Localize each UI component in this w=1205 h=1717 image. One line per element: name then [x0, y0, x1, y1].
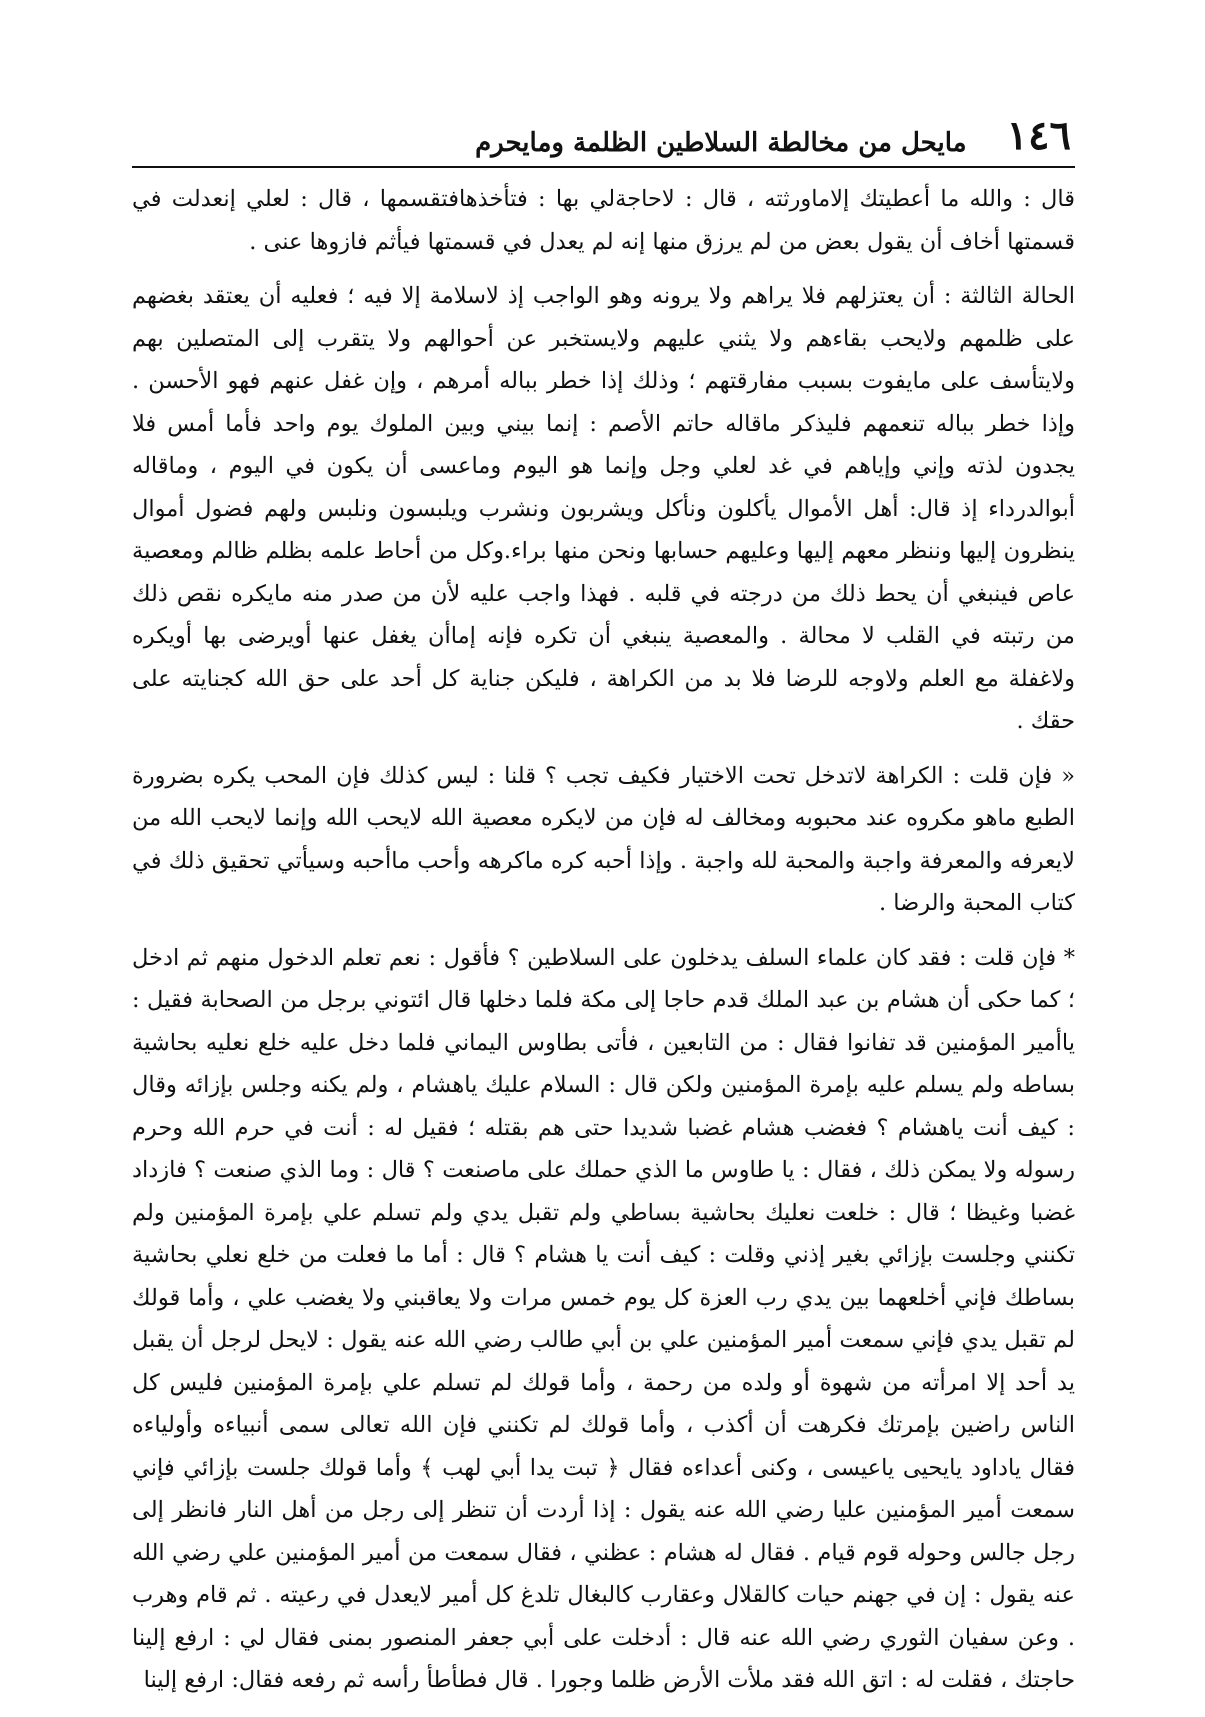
- paragraph: قال : والله ما أعطيتك إلاماورثته ، قال : لاحاجةلي بها : فتأخذهافتقسمها ، قال : لعلي إنعدلت في قسمتها أخاف أن يقول بعض من لم يرزق منها إنه لم يعدل في قسمتها فيأثم فازوها عنى .: [132, 186, 1075, 255]
- running-title: مايحل من مخالطة السلاطين الظلمة ومايحرم: [475, 128, 967, 158]
- paragraph: * فإن قلت : فقد كان علماء السلف يدخلون على السلاطين ؟ فأقول : نعم تعلم الدخول منهم ثم ادخل ؛ كما حكى أن هشام بن عبد الملك قدم حاجا إلى مكة فلما دخلها قال ائتوني برجل من الصحابة فقيل : ياأمير المؤمنين قد تفانوا فقال : من التابعين ، فأتى بطاوس اليماني فلما دخل عليه خلع نعليه بحاشية بساطه ولم يسلم عليه بإمرة المؤمنين ولكن قال : السلام عليك ياهشام ، ولم يكنه وجلس بإزائه وقال : كيف أنت ياهشام ؟ فغضب هشام غضبا شديدا حتى هم بقتله ؛ فقيل له : أنت في حرم الله وحرم رسوله ولا يمكن ذلك ، فقال : يا طاوس ما الذي حملك على ماصنعت ؟ قال : وما الذي صنعت ؟ فازداد غضبا وغيظا ؛ قال : خلعت نعليك بحاشية بساطي ولم تقبل يدي ولم تسلم علي بإمرة المؤمنين ولم تكنني وجلست بإزائي بغير إذني وقلت : كيف أنت يا هشام ؟ قال : أما ما فعلت من خلع نعلي بحاشية بساطك فإني أخلعهما بين يدي رب العزة كل يوم خمس مرات ولا يعاقبني ولا يغضب علي ، وأما قولك لم تقبل يدي فإني سمعت أمير المؤمنين علي بن أبي طالب رضي الله عنه يقول : لايحل لرجل أن يقبل يد أحد إلا امرأته من شهوة أو ولده من رحمة ، وأما قولك لم تسلم علي بإمرة المؤمنين فليس كل الناس راضين بإمرتك فكرهت أن أكذب ، وأما قولك لم تكنني فإن الله تعالى سمى أنبياءه وأولياءه فقال ياداود يايحيى ياعيسى ، وكنى أعداءه فقال ﴿ تبت يدا أبي لهب ﴾ وأما قولك جلست بإزائي فإني سمعت أمير المؤمنين عليا رضي الله عنه يقول : إذا أردت أن تنظر إلى رجل من أهل النار فانظر إلى رجل جالس وحوله قوم قيام . فقال له هشام : عظني ، فقال سمعت من أمير المؤمنين علي رضي الله عنه يقول : إن في جهنم حيات كالقلال وعقارب كالبغال تلدغ كل أمير لايعدل في رعيته . ثم قام وهرب . وعن سفيان الثوري رضي الله عنه قال : أدخلت على أبي جعفر المنصور بمنى فقال لي : ارفع إلينا حاجتك ، فقلت له : اتق الله فقد ملأت الأرض ظلما وجورا . قال فطأطأ رأسه ثم رفعه فقال: ارفع إلينا: [132, 944, 1075, 1693]
- page-body: [132, 178, 1075, 1702]
- page-header: [132, 98, 1075, 168]
- paragraph: الحالة الثالثة : أن يعتزلهم فلا يراهم ولا يرونه وهو الواجب إذ لاسلامة إلا فيه ؛ فعليه أن يعتقد بغضهم على ظلمهم ولايحب بقاءهم ولا يثني عليهم ولايستخبر عن أحوالهم ولا يتقرب إلى المتصلين بهم ولايتأسف على مايفوت بسبب مفارقتهم ؛ وذلك إذا خطر بباله أمرهم ، وإن غفل عنهم فهو الأحسن . وإذا خطر بباله تنعمهم فليذكر ماقاله حاتم الأصم : إنما بيني وبين الملوك يوم واحد فأما أمس فلا يجدون لذته وإني وإياهم في غد لعلي وجل وإنما هو اليوم وماعسى أن يكون في اليوم ، وماقاله أبوالدرداء إذ قال: أهل الأموال يأكلون ونأكل ويشربون ونشرب ويلبسون ونلبس ولهم فضول أموال ينظرون إليها وننظر معهم إليها وعليهم حسابها ونحن منها براء.وكل من أحاط علمه بظلم ظالم ومعصية عاص فينبغي أن يحط ذلك من درجته في قلبه . فهذا واجب عليه لأن من صدر منه مايكره نقص ذلك من رتبته في القلب لا محالة . والمعصية ينبغي أن تكره فإنه إماأن يغفل عنها أويرضى بها أويكره ولاغفلة مع العلم ولاوجه للرضا فلا بد من الكراهة ، فليكن جناية كل أحد على حق الله كجنايته على حقك .: [132, 283, 1075, 734]
- page-number: ١٤٦: [1006, 112, 1071, 159]
- paragraph: « فإن قلت : الكراهة لاتدخل تحت الاختيار فكيف تجب ؟ قلنا : ليس كذلك فإن المحب يكره بضرورة الطبع ماهو مكروه عند محبوبه ومخالف له فإن من لايكره معصية الله لايحب الله وإنما لايحب الله من لايعرفه والمعرفة واجبة والمحبة لله واجبة . وإذا أحبه كره ماكرهه وأحب ماأحبه وسيأتي تحقيق ذلك في كتاب المحبة والرضا .: [132, 762, 1075, 916]
